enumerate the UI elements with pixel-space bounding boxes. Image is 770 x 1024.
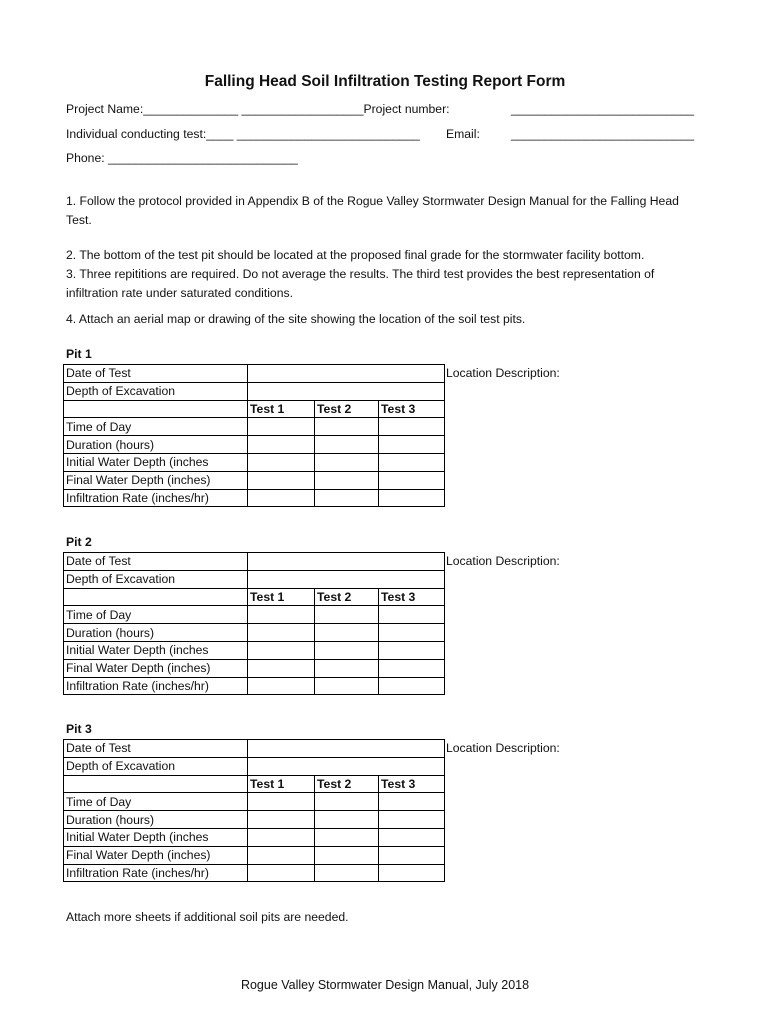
- input-cell[interactable]: [379, 828, 445, 846]
- individual-line: Individual conducting test:____ ___________________________: [66, 127, 420, 141]
- row-label: Final Water Depth (inches): [64, 659, 248, 677]
- input-cell[interactable]: [248, 471, 315, 489]
- table-row: [64, 453, 445, 471]
- row-label: Infiltration Rate (inches/hr): [64, 489, 248, 507]
- input-cell[interactable]: [248, 436, 315, 454]
- input-cell[interactable]: [315, 489, 379, 507]
- row-label: Initial Water Depth (inches: [64, 453, 248, 471]
- table-row: [64, 793, 445, 811]
- input-cell[interactable]: [379, 846, 445, 864]
- input-cell[interactable]: [315, 846, 379, 864]
- page-footer: Rogue Valley Stormwater Design Manual, July 2018: [240, 978, 530, 992]
- input-cell[interactable]: [315, 606, 379, 624]
- input-cell[interactable]: [315, 641, 379, 659]
- pit-1-location-label: Location Description:: [446, 366, 560, 380]
- pit-2-location-label: Location Description:: [446, 554, 560, 568]
- input-cell[interactable]: [379, 471, 445, 489]
- input-cell[interactable]: [379, 641, 445, 659]
- row-label: Infiltration Rate (inches/hr): [64, 677, 248, 695]
- input-cell[interactable]: [248, 659, 315, 677]
- row-label: Final Water Depth (inches): [64, 846, 248, 864]
- input-cell[interactable]: [379, 659, 445, 677]
- email-label: Email:: [446, 127, 480, 141]
- row-label: Duration (hours): [64, 436, 248, 454]
- table-row: [64, 418, 445, 436]
- test-1-header: Test 1: [248, 588, 315, 606]
- blank-cell: [64, 588, 248, 606]
- input-cell[interactable]: [248, 453, 315, 471]
- date-row: [64, 553, 445, 571]
- input-cell[interactable]: [248, 418, 315, 436]
- table-row: [64, 846, 445, 864]
- depth-input-cell[interactable]: [248, 382, 445, 400]
- input-cell[interactable]: [315, 453, 379, 471]
- row-label: Time of Day: [64, 793, 248, 811]
- test-header-row: [64, 775, 445, 793]
- date-input-cell[interactable]: [248, 365, 445, 383]
- row-label: Depth of Excavation: [64, 382, 248, 400]
- pit-2-table: [63, 552, 445, 695]
- date-input-cell[interactable]: [248, 553, 445, 571]
- table-row: [64, 641, 445, 659]
- input-cell[interactable]: [379, 793, 445, 811]
- input-cell[interactable]: [379, 624, 445, 642]
- input-cell[interactable]: [248, 489, 315, 507]
- input-cell[interactable]: [248, 828, 315, 846]
- date-input-cell[interactable]: [248, 740, 445, 758]
- table-row: [64, 489, 445, 507]
- input-cell[interactable]: [315, 864, 379, 882]
- pit-1-label: Pit 1: [66, 347, 92, 361]
- test-2-header: Test 2: [315, 588, 379, 606]
- table-row: [64, 828, 445, 846]
- test-2-header: Test 2: [315, 775, 379, 793]
- input-cell[interactable]: [315, 659, 379, 677]
- date-row: [64, 365, 445, 383]
- input-cell[interactable]: [248, 641, 315, 659]
- input-cell[interactable]: [248, 811, 315, 829]
- test-3-header: Test 3: [379, 400, 445, 418]
- row-label: Infiltration Rate (inches/hr): [64, 864, 248, 882]
- project-number-line: ___________________________: [511, 102, 695, 116]
- input-cell[interactable]: [248, 606, 315, 624]
- instruction-3: 3. Three repititions are required. Do not average the results. The third test provides the best representation of infiltration rate under saturated conditions.: [66, 267, 655, 300]
- table-row: [64, 606, 445, 624]
- input-cell[interactable]: [379, 864, 445, 882]
- input-cell[interactable]: [315, 811, 379, 829]
- date-row: [64, 740, 445, 758]
- table-row: [64, 471, 445, 489]
- closing-note: Attach more sheets if additional soil pits are needed.: [66, 910, 349, 924]
- test-1-header: Test 1: [248, 400, 315, 418]
- input-cell[interactable]: [248, 677, 315, 695]
- input-cell[interactable]: [315, 418, 379, 436]
- pit-1-table: [63, 364, 445, 507]
- row-label: Initial Water Depth (inches: [64, 641, 248, 659]
- input-cell[interactable]: [248, 864, 315, 882]
- input-cell[interactable]: [315, 471, 379, 489]
- table-row: [64, 659, 445, 677]
- row-label: Final Water Depth (inches): [64, 471, 248, 489]
- depth-input-cell[interactable]: [248, 570, 445, 588]
- test-3-header: Test 3: [379, 775, 445, 793]
- row-label: Time of Day: [64, 418, 248, 436]
- row-label: Initial Water Depth (inches: [64, 828, 248, 846]
- phone-line: Phone: ____________________________: [66, 151, 298, 165]
- pit-2-label: Pit 2: [66, 535, 92, 549]
- depth-row: [64, 757, 445, 775]
- pit-3-label: Pit 3: [66, 722, 92, 736]
- pit-3-table: [63, 739, 445, 882]
- row-label: Date of Test: [64, 365, 248, 383]
- instruction-4: 4. Attach an aerial map or drawing of the site showing the location of the soil test pits.: [66, 312, 526, 326]
- instruction-1: 1. Follow the protocol provided in Appendix B of the Rogue Valley Stormwater Design Manual for the Falling Head Test.: [66, 194, 679, 227]
- test-header-row: [64, 400, 445, 418]
- input-cell[interactable]: [315, 677, 379, 695]
- input-cell[interactable]: [379, 606, 445, 624]
- input-cell[interactable]: [379, 418, 445, 436]
- input-cell[interactable]: [379, 489, 445, 507]
- row-label: Depth of Excavation: [64, 757, 248, 775]
- test-3-header: Test 3: [379, 588, 445, 606]
- input-cell[interactable]: [379, 453, 445, 471]
- pit-3-location-label: Location Description:: [446, 741, 560, 755]
- input-cell[interactable]: [315, 624, 379, 642]
- table-row: [64, 864, 445, 882]
- row-label: Date of Test: [64, 553, 248, 571]
- row-label: Time of Day: [64, 606, 248, 624]
- row-label: Depth of Excavation: [64, 570, 248, 588]
- input-cell[interactable]: [315, 793, 379, 811]
- table-row: [64, 436, 445, 454]
- form-title: Falling Head Soil Infiltration Testing Report Form: [204, 73, 566, 90]
- email-line: ___________________________: [511, 127, 695, 141]
- input-cell[interactable]: [248, 624, 315, 642]
- test-2-header: Test 2: [315, 400, 379, 418]
- table-row: [64, 811, 445, 829]
- depth-input-cell[interactable]: [248, 757, 445, 775]
- instruction-2: 2. The bottom of the test pit should be located at the proposed final grade for the stormwater facility bottom.: [66, 248, 645, 262]
- row-label: Duration (hours): [64, 811, 248, 829]
- project-name-line: Project Name:______________ __________________Project number:: [66, 102, 450, 116]
- input-cell[interactable]: [248, 793, 315, 811]
- test-1-header: Test 1: [248, 775, 315, 793]
- input-cell[interactable]: [379, 811, 445, 829]
- row-label: Date of Test: [64, 740, 248, 758]
- blank-cell: [64, 400, 248, 418]
- table-row: [64, 624, 445, 642]
- input-cell[interactable]: [315, 436, 379, 454]
- input-cell[interactable]: [379, 677, 445, 695]
- row-label: Duration (hours): [64, 624, 248, 642]
- depth-row: [64, 570, 445, 588]
- input-cell[interactable]: [379, 436, 445, 454]
- blank-cell: [64, 775, 248, 793]
- input-cell[interactable]: [315, 828, 379, 846]
- input-cell[interactable]: [248, 846, 315, 864]
- depth-row: [64, 382, 445, 400]
- table-row: [64, 677, 445, 695]
- test-header-row: [64, 588, 445, 606]
